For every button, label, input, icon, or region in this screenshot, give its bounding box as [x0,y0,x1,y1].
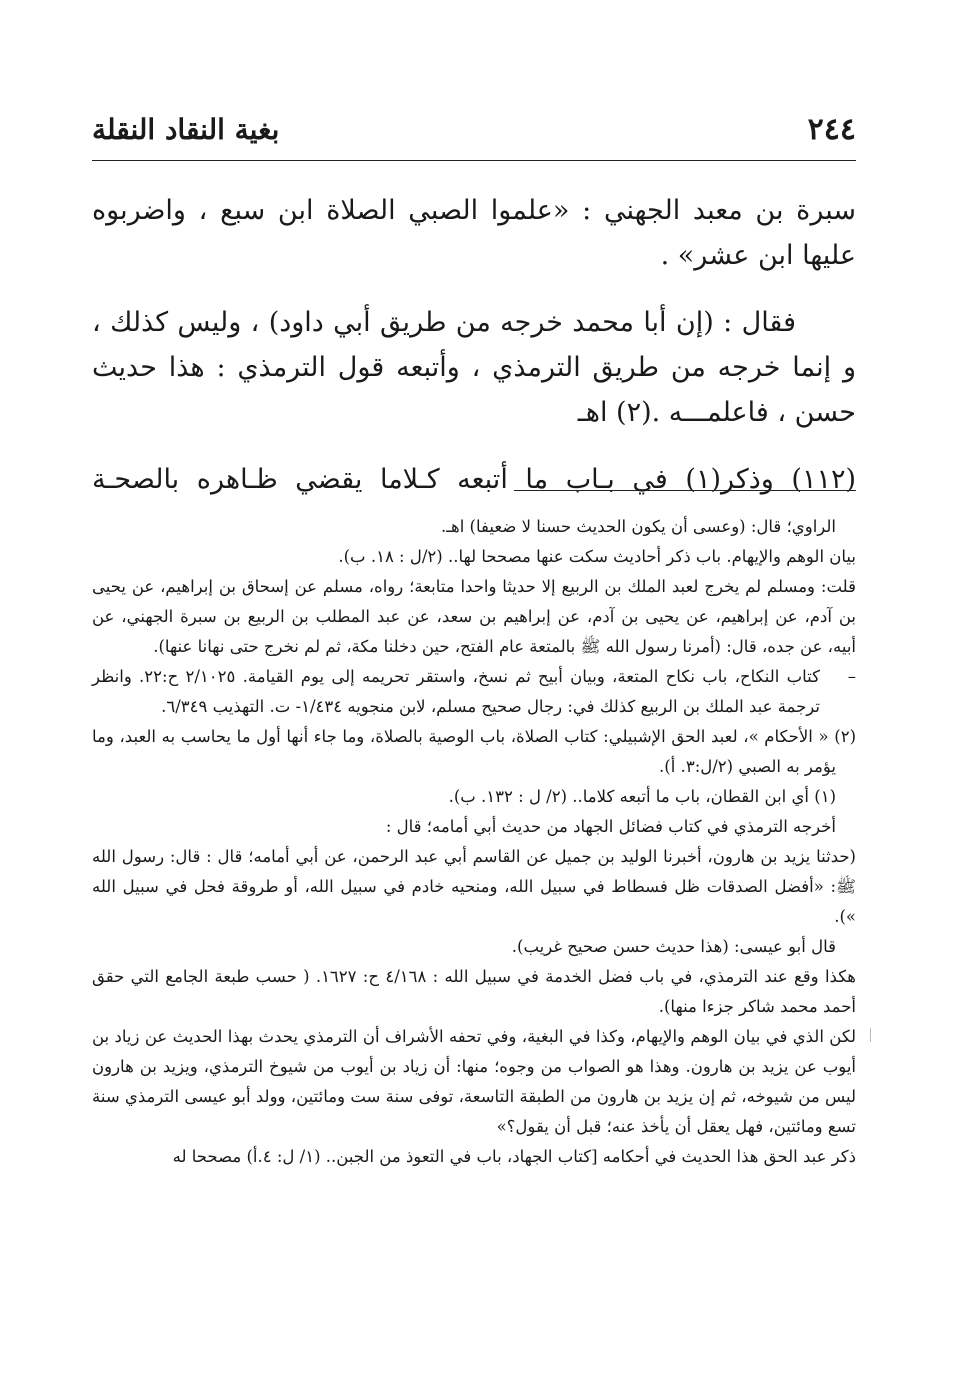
page-number: ٢٤٤ [807,112,856,147]
footnote-line: لكن الذي في بيان الوهم والإيهام، وكذا في البغية، وفي تحفه الأشراف أن الترمذي يحدث بهذا الحديث عن زياد بن أيوب عن يزيد بن هارون. وهذا هو الصواب من وجوه؛ منها: أن زياد بن أيوب من شيوخ الترمذي، ويزيد بن هارون ليس من شيوخه، ثم إن يزيد بن هارون من الطبقة التاسعة، توفى سنة ست ومائتين، وولد أبو عيسى الترمذي سنة تسع ومائتين، فهل يعقل أن يأخذ عنه؛ قبل أن يقول؟» [92,1027,856,1136]
page-header [92,110,856,150]
running-title: بغية النقاد النقلة [92,113,280,146]
footnote-line: (حدثنا يزيد بن هارون، أخبرنا الوليد بن جميل عن القاسم أبي عبد الرحمن، عن أبي أمامه؛ قال : قال: رسول الله ﷺ: «أفضل الصدقات ظل فسطاط في سبيل الله، ومنحيه خادم في سبيل الله، أو طروقة فحل في سبيل الله »). [92,847,856,926]
footnotes [92,512,856,1172]
footnote-line: أخرجه الترمذي في كتاب فضائل الجهاد من حديث أبي أمامه؛ قال : [385,817,836,836]
footnote-dash-item [92,662,856,722]
header-rule [92,160,856,161]
main-paragraph-2: فقال : (إن أبا محمد خرجه من طريق أبي داود) ، وليس كذلك ، و إنما خرجه من طريق الترمذي ، وأتبعه قول الترمذي : هذا حديث حسن ، فاعلمـــه .(٢) اهـ [92,307,856,428]
footnote-line: بيان الوهم والإيهام. باب ذكر أحاديث سكت عنها مصححا لها.. (٢/ل : ١٨. ب). [338,547,856,566]
footnote-line: قلت: ومسلم لم يخرج لعبد الملك بن الربيع إلا حديثا واحدا متابعة؛ رواه، مسلم عن إسحاق بن إبراهيم، عن يحيى بن آدم، عن إبراهيم، عن يحيى بن آدم، عن إبراهيم بن سعد، عن عبد المطلب بن الربيع بن سبرة الجهني، عن أبيه، عن جده، قال: (أمرنا رسول الله ﷺ بالمتعة عام الفتح، حين دخلنا مكة، ثم لم نخرج حتى نهانا عنها). [92,577,856,656]
footnote-1: (١) أي ابن القطان، باب ما أتبعه كلاما.. (٢/ ل : ١٣٢. ب). [448,787,836,806]
main-paragraph-3: (١١٢) وذكر(١) في بـاب ما أتبعه كـلاما يقضي ظـاهره بالصحـة [92,464,856,495]
margin-mark [870,1028,871,1042]
main-text [92,188,856,502]
footnote-line: ذكر عبد الحق هذا الحديث في أحكامه [كتاب الجهاد، باب في التعوذ من الجبن.. (١/ ل: ٤.أ) مصححا له [172,1147,856,1166]
dash-marker: – [847,667,856,686]
footnote-2: (٢) « الأحكام »، لعبد الحق الإشبيلي: كتاب الصلاة، باب الوصية بالصلاة، وما جاء أنها أول ما يحاسب به العبد، وما يؤمر به الصبي (٢/ل:٣. أ). [92,727,856,776]
footnote-line: كتاب النكاح، باب نكاح المتعة، وبيان أبيح ثم نسخ، واستقر تحريمه إلى يوم القيامة. ٢/١٠٢٥ ح:٢٢. وانظر ترجمة عبد الملك بن الربيع كذلك في: رجال صحيح مسلم، لابن منجويه ١/٤٣٤- ت. التهذيب ٦/٣٤٩. [92,667,820,716]
footnote-separator [514,490,856,491]
main-paragraph-1: سبرة بن معبد الجهني : «علموا الصبي الصلاة ابن سبع ، واضربوه عليها ابن عشر» . [92,195,856,271]
footnote-line: الراوي؛ قال: (وعسى أن يكون الحديث حسنا لا ضعيفا) اهـ. [440,517,836,536]
footnote-line: قال أبو عيسى: (هذا حديث حسن صحيح غريب). [511,937,836,956]
footnote-line: هكذا وقع عند الترمذي، في باب فضل الخدمة في سبيل الله : ٤/١٦٨ ح: ١٦٢٧. ( حسب طبعة الجامع التي حقق أحمد محمد شاكر جزءا منها). [92,967,857,1016]
